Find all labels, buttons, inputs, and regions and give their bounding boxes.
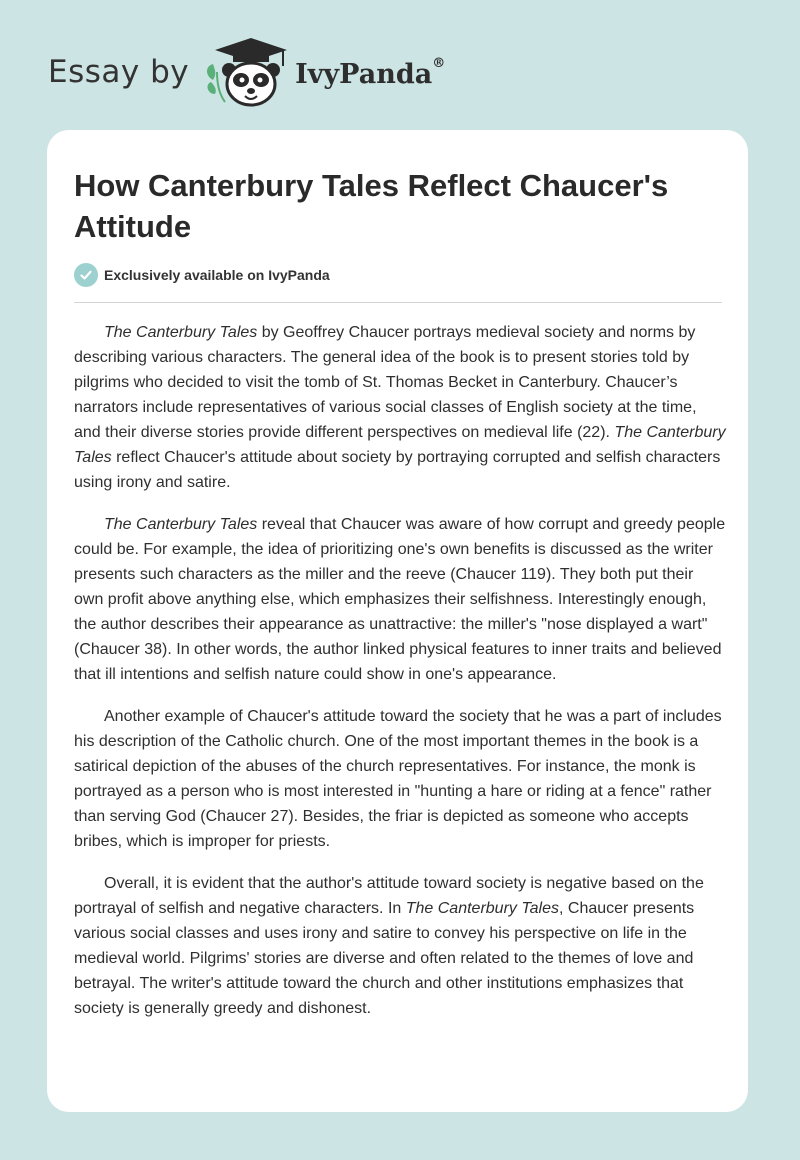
book-title: The Canterbury Tales	[74, 424, 726, 466]
paragraph-text: reflect Chaucer's attitude about society by portraying corrupted and selfish characters using irony and satire.	[74, 449, 721, 491]
paragraph	[74, 320, 726, 495]
book-title: The Canterbury Tales	[405, 900, 559, 917]
paragraph-text: by Geoffrey Chaucer portrays medieval society and norms by describing various characters. The general idea of the book is to present stories told by pilgrims who decided to visit the tomb of St. Thomas Becket in Canterbury. Chaucer’s narrators include representatives of various social classes of English society at the time, and their diverse stories provide different perspectives on medieval life (22).	[74, 324, 697, 441]
brand-name[interactable]	[295, 55, 446, 90]
page-title: How Canterbury Tales Reflect Chaucer's Attitude	[74, 168, 669, 244]
paragraph-text: Another example of Chaucer's attitude toward the society that he was a part of includes his description of the Catholic church. One of the most important themes in the book is a satirical depiction of the abuses of the church representatives. For instance, the monk is portrayed as a person who is most interested in "hunting a hare or riding at a fence" rather than serving God (Chaucer 27). Besides, the friar is depicted as someone who accepts bribes, which is improper for priests.	[74, 708, 722, 850]
paragraph-text: , Chaucer presents various social classes and uses irony and satire to convey his perspective on life in the medieval world. Pilgrims' stories are diverse and often related to the themes of love and betrayal. The writer's attitude toward the church and other institutions emphasizes that society is generally greedy and dishonest.	[74, 900, 695, 1017]
registered-mark: ®	[432, 55, 446, 71]
essay-card	[47, 130, 748, 1112]
divider	[74, 302, 722, 303]
ivypanda-logo-icon[interactable]	[203, 36, 289, 108]
brand-text: IvyPanda	[295, 58, 433, 90]
exclusive-badge-label: Exclusively available on IvyPanda	[104, 267, 330, 283]
essay-body	[74, 320, 726, 1038]
exclusive-badge	[74, 263, 330, 287]
book-title: The Canterbury Tales	[104, 516, 258, 533]
paragraph	[74, 704, 726, 854]
site-header	[48, 36, 445, 108]
check-circle-icon	[74, 263, 98, 287]
paragraph	[74, 871, 726, 1021]
paragraph-text: reveal that Chaucer was aware of how corrupt and greedy people could be. For example, the idea of prioritizing one's own benefits is discussed as the writer presents such characters as the miller and the reeve (Chaucer 119). They both put their own profit above anything else, which emphasizes their selfishness. Interestingly enough, the author describes their appearance as unattractive: the miller's "nose displayed a wart" (Chaucer 38). In other words, the author linked physical features to inner traits and believed that ill intentions and selfish nature could show in one's appearance.	[74, 516, 726, 683]
paragraph-text: Overall, it is evident that the author's attitude toward society is negative based on the portrayal of selfish and negative characters. In	[74, 875, 704, 917]
essay-by-label: Essay by	[48, 54, 190, 90]
book-title: The Canterbury Tales	[104, 324, 258, 341]
paragraph	[74, 512, 726, 687]
